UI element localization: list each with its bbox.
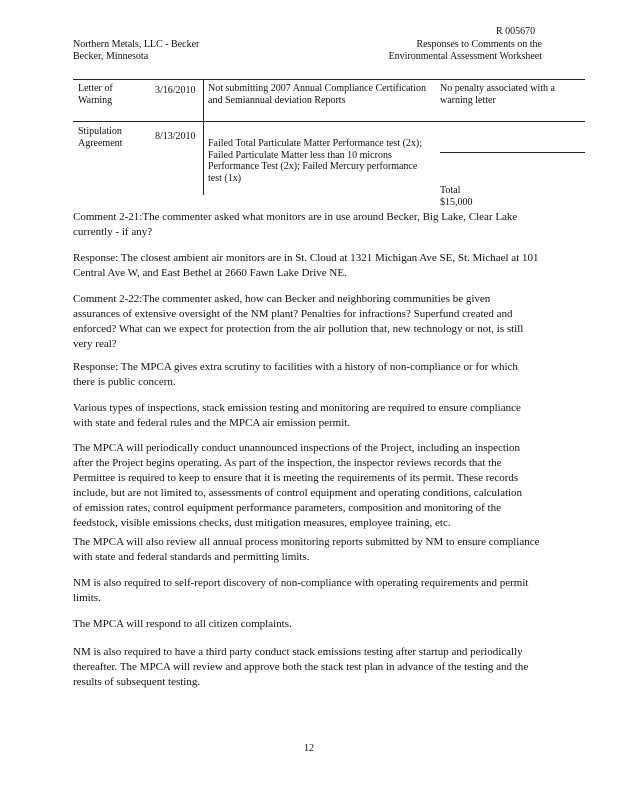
text-line: NM is also required to have a third party conduct stack emissions testing after startup and periodically — [73, 646, 523, 658]
text-line: results of subsequent testing. — [73, 676, 201, 688]
text-line: Permittee is required to keep to ensure that it is meeting the requirements of its permit. These records — [73, 472, 519, 484]
cell-line: test (1x) — [208, 172, 242, 184]
document-title: Responses to Comments on the — [416, 39, 542, 50]
text-line: include, but are not limited to, assessments of control equipment and operating conditions, calculation — [73, 487, 523, 499]
text-line: there is public concern. — [73, 376, 176, 388]
comment-2-21 — [73, 210, 573, 240]
table-top-border — [73, 79, 585, 80]
cell-line: Failed Particulate Matter less than 10 microns — [208, 149, 392, 161]
table-cell-violation — [208, 83, 438, 106]
response-2-22 — [73, 360, 573, 390]
comment-2-22 — [73, 292, 573, 352]
table-cell-violation — [208, 138, 440, 184]
table-cell-date: 3/16/2010 — [155, 85, 196, 96]
table-cell-penalty — [440, 83, 585, 106]
cell-line: Warning — [78, 94, 113, 106]
table-penalty-divider — [440, 152, 585, 153]
text-line: thereafter. The MPCA will review and approve both the stack test plan in advance of the testing and the — [73, 661, 529, 673]
table-cell-type — [78, 83, 148, 106]
text-line: limits. — [73, 592, 101, 604]
text-line: Response: The MPCA gives extra scrutiny to facilities with a history of non-compliance or for which — [73, 361, 518, 373]
cell-line: Performance Test (2x); Failed Mercury performance — [208, 161, 418, 172]
text-line: NM is also required to self-report discovery of non-compliance with operating requirements and permit — [73, 577, 529, 589]
table-column-divider — [203, 79, 204, 195]
text-line: Comment 2-21:The commenter asked what monitors are in use around Becker, Big Lake, Clear Lake — [73, 211, 518, 223]
text-line: Various types of inspections, stack emission testing and monitoring are required to ensure compliance — [73, 402, 521, 414]
inspections-paragraph — [73, 401, 573, 431]
text-line: The MPCA will also review all annual process monitoring reports submitted by NM to ensure compliance — [73, 536, 540, 548]
text-line: assurances of extensive oversight of the NM plant? Penalties for infractions? Superfund created and — [73, 308, 513, 320]
response-2-21 — [73, 251, 573, 281]
text-line: Comment 2-22:The commenter asked, how can Becker and neighboring communities be given — [73, 293, 491, 305]
text-line: with state and federal standards and permitting limits. — [73, 551, 310, 563]
text-line: after the Project begins operating. As part of the inspection, the inspector reviews records that the — [73, 457, 502, 469]
text-line: currently - if any? — [73, 226, 153, 238]
cell-line: Stipulation — [78, 126, 122, 137]
text-line: Response: The closest ambient air monitors are in St. Cloud at 1321 Michigan Ave SE, St. Michael at 101 — [73, 252, 539, 264]
table-cell-date: 8/13/2010 — [155, 131, 196, 142]
cell-line: and Semiannual deviation Reports — [208, 94, 346, 106]
text-line: enforced? What can we expect for protection from the air pollution that, new technology or not, is still — [73, 323, 524, 335]
table-row-divider — [73, 121, 585, 122]
cell-line: No penalty associated with a — [440, 83, 555, 94]
company-location: Becker, Minnesota — [73, 51, 149, 62]
cell-line: Failed Total Particulate Matter Performance test (2x); — [208, 138, 423, 149]
text-line: with state and federal rules and the MPCA air emission permit. — [73, 417, 351, 429]
monitoring-reports-paragraph — [73, 535, 573, 565]
text-line: of emission rates, control equipment performance parameters, composition and monitoring of the — [73, 502, 501, 514]
cell-line: Letter of — [78, 83, 113, 94]
unannounced-inspections-paragraph — [73, 441, 573, 531]
cell-line: Not submitting 2007 Annual Compliance Certification — [208, 83, 427, 94]
cell-line: warning letter — [440, 94, 496, 106]
self-report-paragraph — [73, 576, 573, 606]
text-line: The MPCA will respond to all citizen complaints. — [73, 618, 292, 630]
table-cell-penalty: Total $15,000 — [440, 185, 473, 208]
text-line: The MPCA will periodically conduct unannounced inspections of the Project, including an inspection — [73, 442, 520, 454]
complaints-paragraph — [73, 617, 573, 632]
page-number: 12 — [304, 743, 314, 754]
company-name: Northern Metals, LLC - Becker — [73, 39, 200, 50]
table-cell-type — [78, 126, 148, 149]
document-reference: R 005670 — [496, 26, 536, 37]
text-line: Central Ave W, and East Bethel at 2660 Fawn Lake Drive NE. — [73, 267, 347, 279]
document-subtitle: Environmental Assessment Worksheet — [388, 51, 542, 62]
text-line: feedstock, visible emissions checks, dust mitigation measures, employee training, etc. — [73, 517, 451, 529]
cell-line: Agreement — [78, 137, 123, 149]
stack-testing-paragraph — [73, 645, 573, 690]
text-line: very real? — [73, 338, 117, 350]
